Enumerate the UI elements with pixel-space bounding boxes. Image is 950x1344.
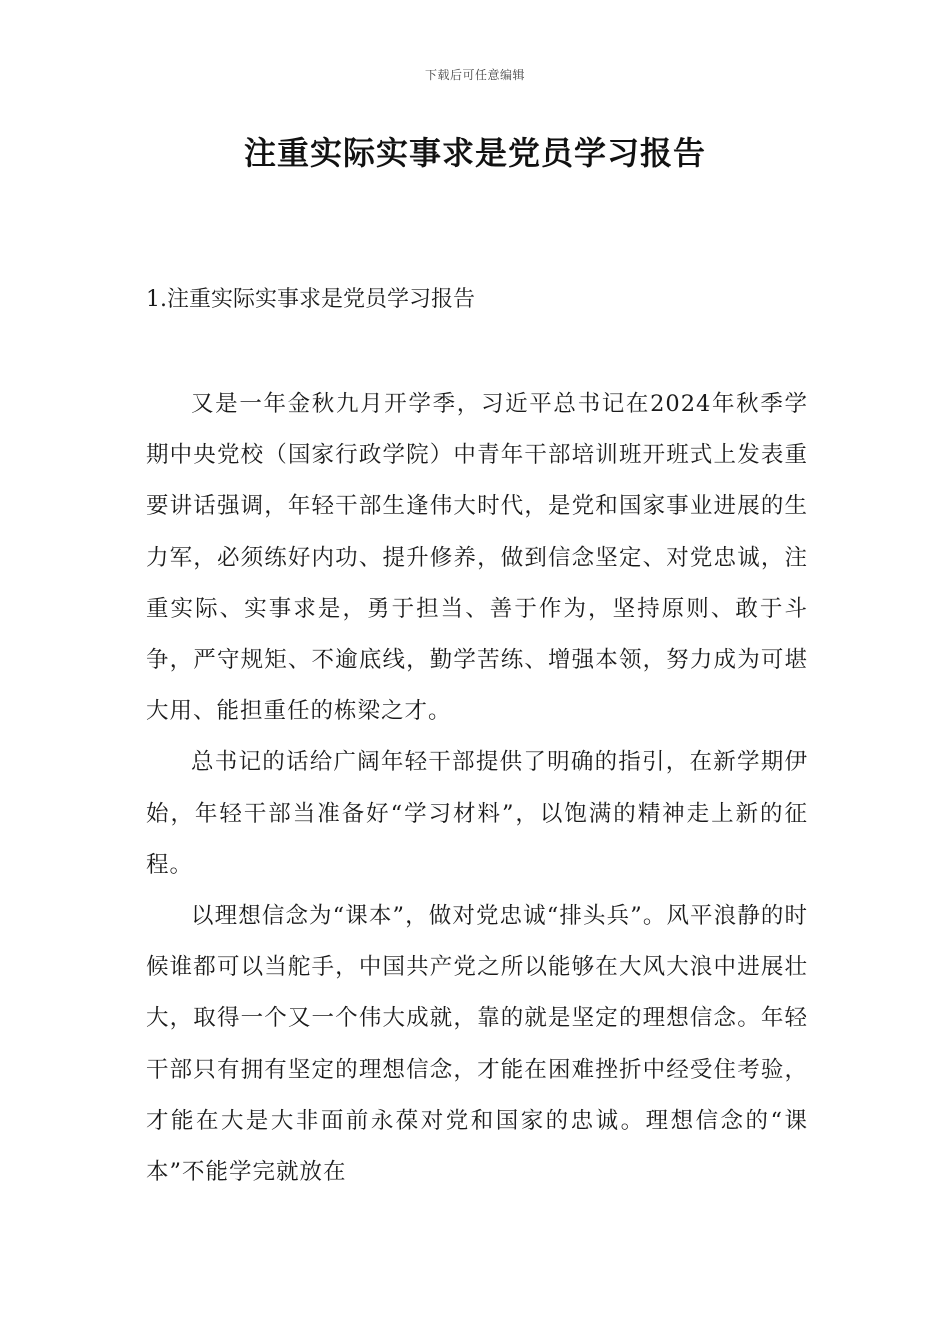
document-body — [146, 379, 808, 1198]
header-note: 下载后可任意编辑 — [424, 68, 525, 82]
section-heading: 1.注重实际实事求是党员学习报告 — [146, 287, 475, 312]
body-paragraph: 以理想信念为“课本”，做对党忠诚“排头兵”。风平浪静的时候谁都可以当舵手，中国共产党之所以能够在大风大浪中进展壮大，取得一个又一个伟大成就，靠的就是坚定的理想信念。年轻干部只有拥有坚定的理想信念，才能在困难挫折中经受住考验，才能在大是大非面前永葆对党和国家的忠诚。理想信念的“课本”不能学完就放在 — [146, 903, 808, 1186]
body-paragraph: 总书记的话给广阔年轻干部提供了明确的指引，在新学期伊始，年轻干部当准备好“学习材料”，以饱满的精神走上新的征程。 — [146, 749, 808, 878]
document-title: 注重实际实事求是党员学习报告 — [243, 134, 706, 172]
body-paragraph: 又是一年金秋九月开学季，习近平总书记在2024年秋季学期中央党校（国家行政学院）中青年干部培训班开班式上发表重要讲话强调，年轻干部生逢伟大时代，是党和国家事业进展的生力军，必须练好内功、提升修养，做到信念坚定、对党忠诚，注重实际、实事求是，勇于担当、善于作为，坚持原则、敢于斗争，严守规矩、不逾底线，勤学苦练、增强本领，努力成为可堪大用、能担重任的栋梁之才。 — [146, 391, 808, 725]
